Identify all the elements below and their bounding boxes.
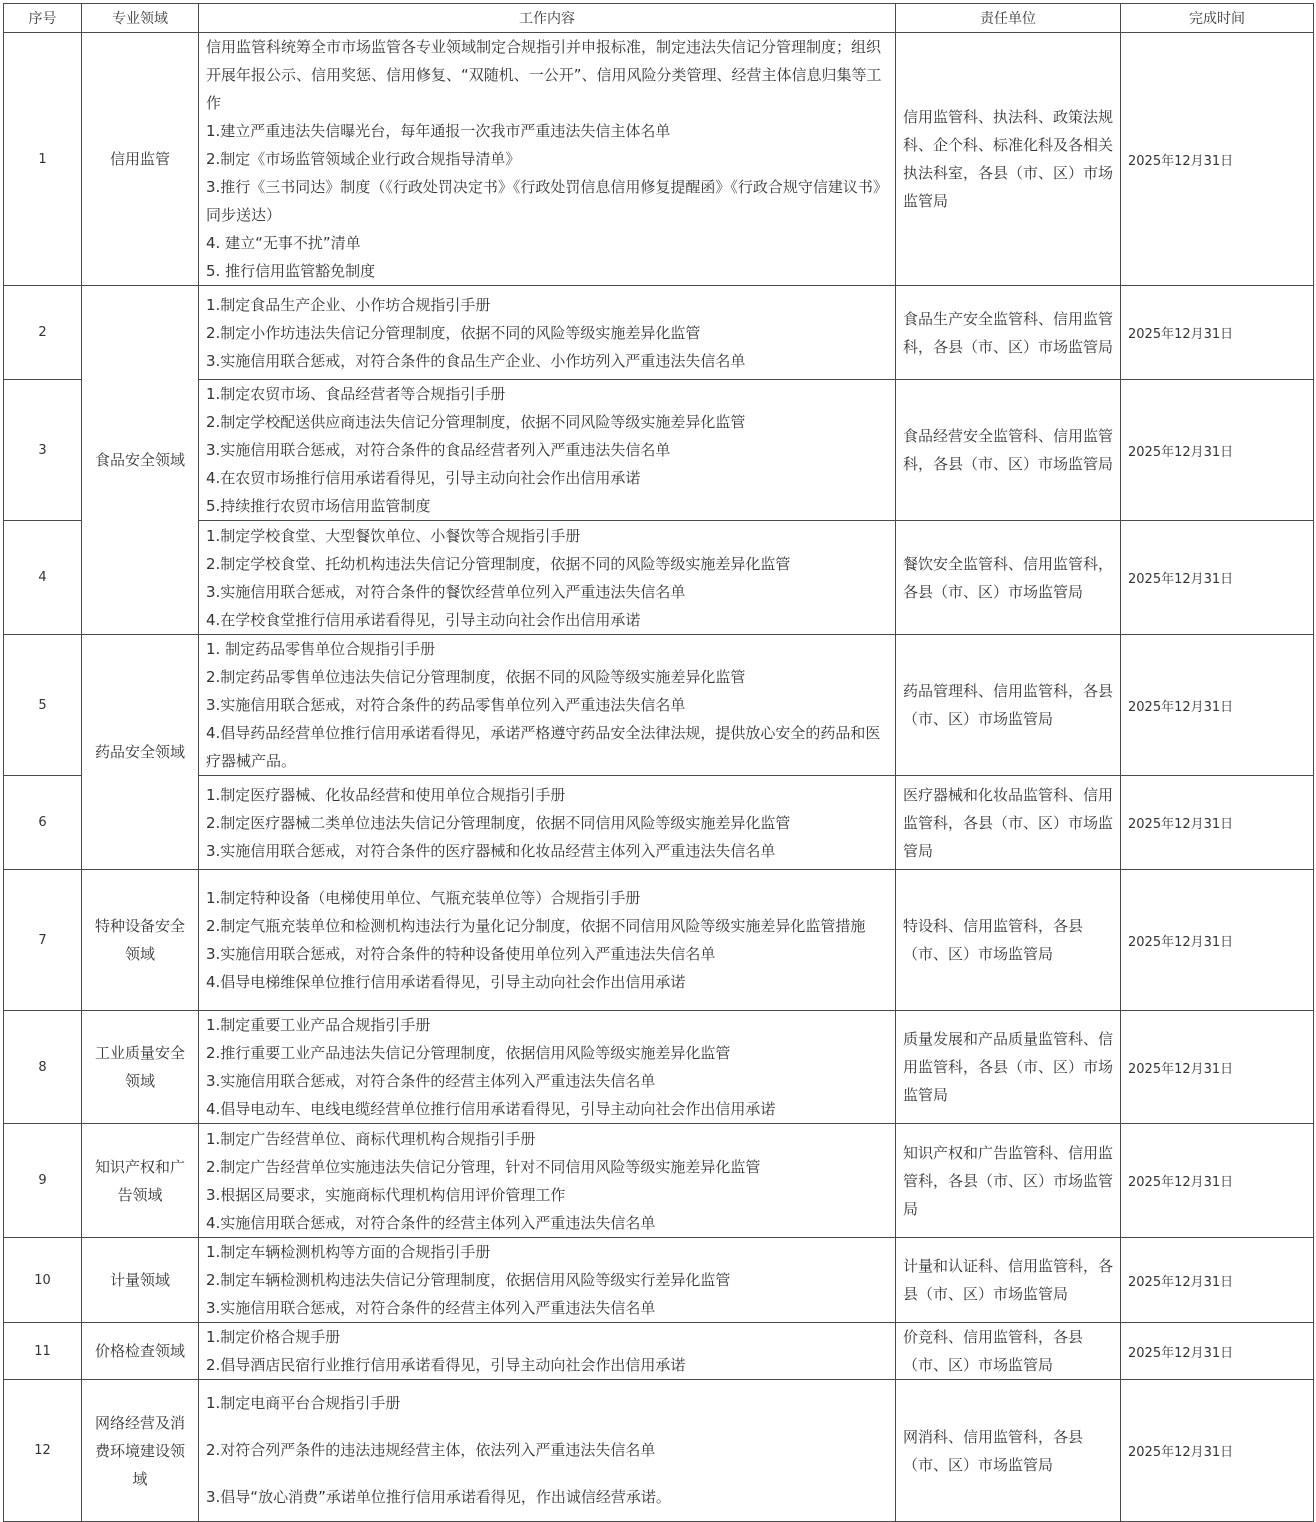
content-line: 2.制定气瓶充装单位和检测机构违法行为量化记分制度，依据不同信用风险等级实施差异化监管措施 xyxy=(206,917,866,935)
content-line: 2.制定学校食堂、托幼机构违法失信记分管理制度，依据不同的风险等级实施差异化监管 xyxy=(206,554,791,573)
content-line: 信用监管科统筹全市市场监管各专业领域制定合规指引并申报标准，制定违法失信记分管理制度；组织开展年报公示、信用奖惩、信用修复、“双随机、一公开”、信用风险分类管理、经营主体信息归集等工作 xyxy=(206,38,882,112)
row-unit: 特设科、信用监管科，各县（市、区）市场监管局 xyxy=(896,870,1121,1011)
content-line: 3.实施信用联合惩戒，对符合条件的经营主体列入严重违法失信名单 xyxy=(206,1072,656,1090)
row-deadline: 2025年12月31日 xyxy=(1121,1011,1314,1124)
row-deadline: 2025年12月31日 xyxy=(1121,1238,1314,1323)
table-row xyxy=(4,1238,1314,1323)
content-line: 2.制定小作坊违法失信记分管理制度，依据不同的风险等级实施差异化监管 xyxy=(206,323,701,342)
row-number: 1 xyxy=(4,33,82,286)
row-content xyxy=(199,776,896,870)
content-line: 3.根据区局要求，实施商标代理机构信用评价管理工作 xyxy=(206,1185,566,1204)
content-line: 3.实施信用联合惩戒，对符合条件的食品生产企业、小作坊列入严重违法失信名单 xyxy=(206,351,746,370)
content-line: 3.推行《三书同达》制度（《行政处罚决定书》《行政处罚信息信用修复提醒函》《行政合规守信建议书》同步送达） xyxy=(206,178,888,224)
content-line: 1.制定电商平台合规指引手册 xyxy=(206,1394,401,1412)
row-deadline: 2025年12月31日 xyxy=(1121,33,1314,286)
content-line: 1. 制定药品零售单位合规指引手册 xyxy=(206,640,436,658)
row-number: 2 xyxy=(4,286,82,380)
content-line: 4.倡导电动车、电线电缆经营单位推行信用承诺看得见，引导主动向社会作出信用承诺 xyxy=(206,1100,776,1118)
row-deadline: 2025年12月31日 xyxy=(1121,380,1314,521)
content-line: 2.制定《市场监管领域企业行政合规指导清单》 xyxy=(206,150,521,168)
content-line: 2.制定药品零售单位违法失信记分管理制度，依据不同的风险等级实施差异化监管 xyxy=(206,668,746,686)
header-deadline: 完成时间 xyxy=(1121,4,1314,33)
row-content xyxy=(199,1011,896,1124)
content-line: 4.倡导电梯维保单位推行信用承诺看得见，引导主动向社会作出信用承诺 xyxy=(206,973,686,991)
row-unit: 计量和认证科、信用监管科，各县（市、区）市场监管局 xyxy=(896,1238,1121,1323)
row-deadline: 2025年12月31日 xyxy=(1121,776,1314,870)
row-content xyxy=(199,1238,896,1323)
table-row xyxy=(4,286,1314,380)
row-content xyxy=(199,521,896,635)
row-unit: 医疗器械和化妆品监管科、信用监管科，各县（市、区）市场监管局 xyxy=(896,776,1121,870)
row-content xyxy=(199,286,896,380)
content-line: 3.实施信用联合惩戒，对符合条件的医疗器械和化妆品经营主体列入严重违法失信名单 xyxy=(206,841,776,860)
row-content xyxy=(199,870,896,1011)
content-line: 1.制定特种设备（电梯使用单位、气瓶充装单位等）合规指引手册 xyxy=(206,889,641,907)
content-line: 3.实施信用联合惩戒，对符合条件的餐饮经营单位列入严重违法失信名单 xyxy=(206,582,686,601)
content-line: 1.制定学校食堂、大型餐饮单位、小餐饮等合规指引手册 xyxy=(206,526,581,545)
row-unit: 网消科、信用监管科，各县（市、区）市场监管局 xyxy=(896,1380,1121,1522)
row-unit: 质量发展和产品质量监管科、信用监管科，各县（市、区）市场监管局 xyxy=(896,1011,1121,1124)
row-domain: 网络经营及消费环境建设领域 xyxy=(82,1380,199,1522)
content-line: 1.制定重要工业产品合规指引手册 xyxy=(206,1016,431,1034)
row-number: 4 xyxy=(4,521,82,635)
table-row xyxy=(4,1124,1314,1238)
row-deadline: 2025年12月31日 xyxy=(1121,1124,1314,1238)
content-line: 4.在农贸市场推行信用承诺看得见，引导主动向社会作出信用承诺 xyxy=(206,469,641,487)
row-number: 10 xyxy=(4,1238,82,1323)
content-line: 5. 推行信用监管豁免制度 xyxy=(206,262,376,280)
content-line: 1.建立严重违法失信曝光台，每年通报一次我市严重违法失信主体名单 xyxy=(206,122,671,140)
row-unit: 价竞科、信用监管科，各县（市、区）市场监管局 xyxy=(896,1323,1121,1380)
row-number: 8 xyxy=(4,1011,82,1124)
table-row xyxy=(4,1011,1314,1124)
row-unit: 食品生产安全监管科、信用监管科，各县（市、区）市场监管局 xyxy=(896,286,1121,380)
content-line: 3.倡导“放心消费”承诺单位推行信用承诺看得见，作出诚信经营承诺。 xyxy=(206,1488,671,1506)
content-line: 2.制定广告经营单位实施违法失信记分管理，针对不同信用风险等级实施差异化监管 xyxy=(206,1157,761,1176)
content-line: 1.制定价格合规手册 xyxy=(206,1328,341,1346)
content-line: 1.制定农贸市场、食品经营者等合规指引手册 xyxy=(206,385,506,403)
content-line: 1.制定车辆检测机构等方面的合规指引手册 xyxy=(206,1243,491,1261)
content-line: 2.制定车辆检测机构违法失信记分管理制度，依据信用风险等级实行差异化监管 xyxy=(206,1271,731,1289)
content-line: 1.制定医疗器械、化妆品经营和使用单位合规指引手册 xyxy=(206,785,566,804)
row-deadline: 2025年12月31日 xyxy=(1121,1380,1314,1522)
content-line: 3.实施信用联合惩戒，对符合条件的药品零售单位列入严重违法失信名单 xyxy=(206,696,686,714)
row-deadline: 2025年12月31日 xyxy=(1121,870,1314,1011)
header-unit: 责任单位 xyxy=(896,4,1121,33)
table-row xyxy=(4,33,1314,286)
content-line: 4.实施信用联合惩戒，对符合条件的经营主体列入严重违法失信名单 xyxy=(206,1213,656,1232)
table-row xyxy=(4,635,1314,776)
row-number: 9 xyxy=(4,1124,82,1238)
content-line: 2.制定学校配送供应商违法失信记分管理制度，依据不同风险等级实施差异化监管 xyxy=(206,413,746,431)
row-content xyxy=(199,33,896,286)
content-line: 2.制定医疗器械二类单位违法失信记分管理制度，依据不同信用风险等级实施差异化监管 xyxy=(206,813,791,832)
row-content xyxy=(199,380,896,521)
header-no: 序号 xyxy=(4,4,82,33)
content-line: 3.实施信用联合惩戒，对符合条件的食品经营者列入严重违法失信名单 xyxy=(206,441,671,459)
header-row xyxy=(4,4,1314,33)
row-content xyxy=(199,1124,896,1238)
row-unit: 食品经营安全监管科、信用监管科，各县（市、区）市场监管局 xyxy=(896,380,1121,521)
table-row xyxy=(4,521,1314,635)
row-deadline: 2025年12月31日 xyxy=(1121,1323,1314,1380)
row-domain: 信用监管 xyxy=(82,33,199,286)
table-row xyxy=(4,1323,1314,1380)
row-number: 6 xyxy=(4,776,82,870)
table-row xyxy=(4,1380,1314,1522)
content-line: 2.对符合列严条件的违法违规经营主体，依法列入严重违法失信名单 xyxy=(206,1441,656,1459)
row-number: 11 xyxy=(4,1323,82,1380)
row-number: 3 xyxy=(4,380,82,521)
work-plan-table xyxy=(3,3,1314,1522)
row-unit: 药品管理科、信用监管科，各县（市、区）市场监管局 xyxy=(896,635,1121,776)
row-number: 5 xyxy=(4,635,82,776)
row-domain: 工业质量安全领域 xyxy=(82,1011,199,1124)
row-domain: 食品安全领域 xyxy=(82,286,199,635)
row-deadline: 2025年12月31日 xyxy=(1121,521,1314,635)
row-deadline: 2025年12月31日 xyxy=(1121,635,1314,776)
header-domain: 专业领域 xyxy=(82,4,199,33)
row-number: 12 xyxy=(4,1380,82,1522)
row-content xyxy=(199,635,896,776)
content-line: 2.倡导酒店民宿行业推行信用承诺看得见，引导主动向社会作出信用承诺 xyxy=(206,1356,686,1374)
row-unit: 信用监管科、执法科、政策法规科、企个科、标准化科及各相关执法科室，各县（市、区）市场监管局 xyxy=(896,33,1121,286)
row-domain: 特种设备安全领域 xyxy=(82,870,199,1011)
row-content xyxy=(199,1380,896,1522)
content-line: 1.制定食品生产企业、小作坊合规指引手册 xyxy=(206,295,491,314)
row-domain: 药品安全领域 xyxy=(82,635,199,870)
content-line: 4. 建立“无事不扰”清单 xyxy=(206,234,361,252)
row-unit: 知识产权和广告监管科、信用监管科，各县（市、区）市场监管局 xyxy=(896,1124,1121,1238)
table-row xyxy=(4,776,1314,870)
content-line: 4.倡导药品经营单位推行信用承诺看得见，承诺严格遵守药品安全法律法规，提供放心安全的药品和医疗器械产品。 xyxy=(206,724,881,770)
row-number: 7 xyxy=(4,870,82,1011)
table-row xyxy=(4,870,1314,1011)
content-line: 3.实施信用联合惩戒，对符合条件的特种设备使用单位列入严重违法失信名单 xyxy=(206,945,716,963)
content-line: 5.持续推行农贸市场信用监管制度 xyxy=(206,497,431,515)
row-content xyxy=(199,1323,896,1380)
content-line: 4.在学校食堂推行信用承诺看得见，引导主动向社会作出信用承诺 xyxy=(206,610,641,629)
row-domain: 价格检查领域 xyxy=(82,1323,199,1380)
row-deadline: 2025年12月31日 xyxy=(1121,286,1314,380)
row-unit: 餐饮安全监管科、信用监管科，各县（市、区）市场监管局 xyxy=(896,521,1121,635)
row-domain: 知识产权和广告领域 xyxy=(82,1124,199,1238)
content-line: 3.实施信用联合惩戒，对符合条件的经营主体列入严重违法失信名单 xyxy=(206,1299,656,1317)
content-line: 1.制定广告经营单位、商标代理机构合规指引手册 xyxy=(206,1129,536,1148)
header-content: 工作内容 xyxy=(199,4,896,33)
content-line: 2.推行重要工业产品违法失信记分管理制度，依据信用风险等级实施差异化监管 xyxy=(206,1044,731,1062)
table-row xyxy=(4,380,1314,521)
row-domain: 计量领域 xyxy=(82,1238,199,1323)
